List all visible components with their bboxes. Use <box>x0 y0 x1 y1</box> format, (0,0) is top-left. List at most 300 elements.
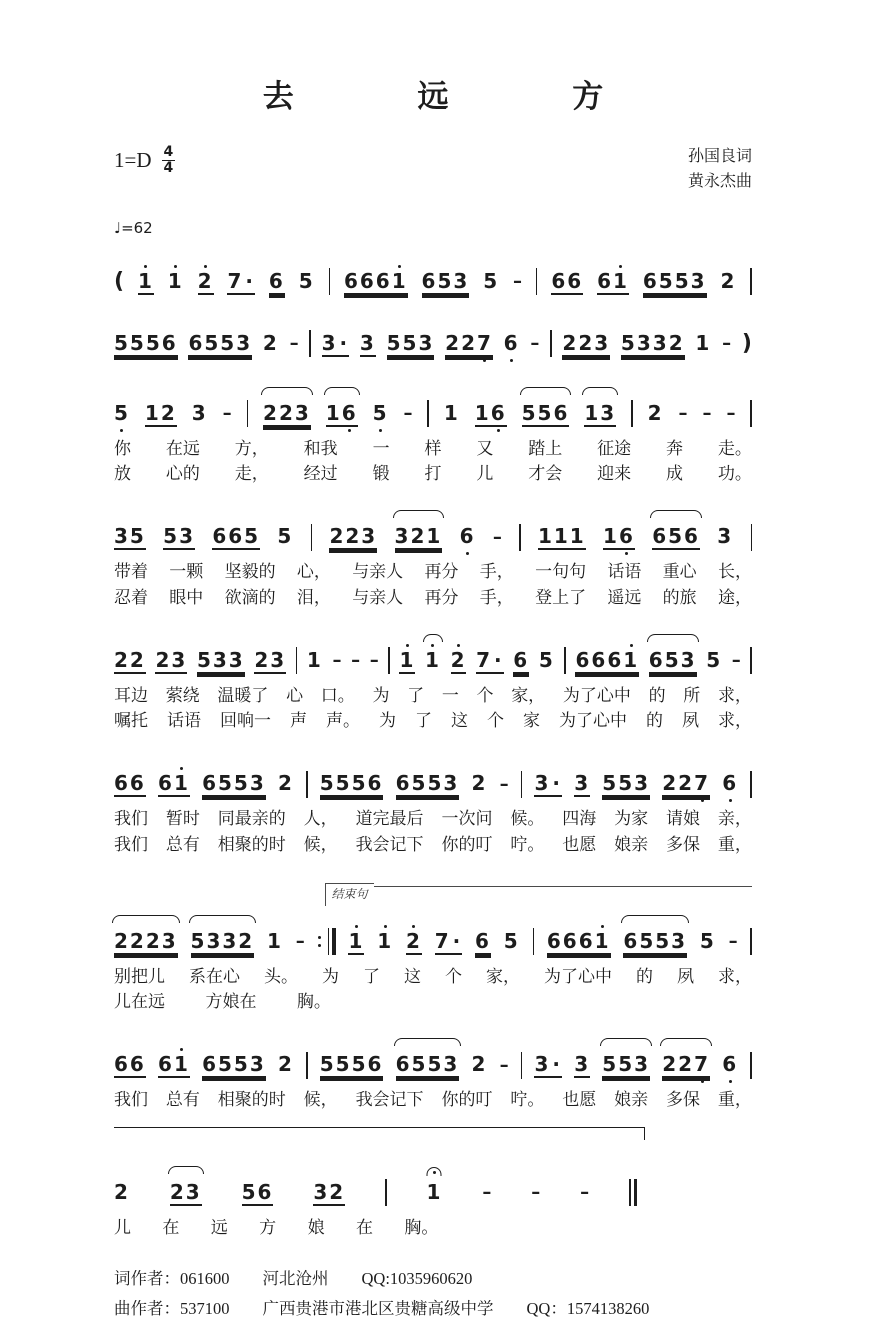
note-token <box>254 646 286 676</box>
duration-dash: – <box>531 1182 541 1204</box>
augmentation-dot: · <box>245 268 255 293</box>
duration-dash: – <box>499 1054 509 1076</box>
note-group <box>534 773 562 795</box>
lyric-word: 方娘在 <box>205 992 257 1012</box>
note-digit: 6 <box>129 771 146 796</box>
note-group <box>343 268 408 293</box>
note-group <box>197 268 214 293</box>
note-digit: 6 <box>684 524 700 549</box>
note-digit: 2 <box>678 771 695 796</box>
note-digit: 1 <box>391 268 408 293</box>
note-digit: 5 <box>298 268 315 293</box>
note-token <box>471 769 487 799</box>
system <box>114 520 752 608</box>
barline <box>564 646 566 676</box>
note-token <box>602 1050 650 1080</box>
lyric-word: 为了心中 <box>544 966 612 986</box>
lyric-word: 相聚的时 <box>217 1090 286 1110</box>
lyric-word: 耳边 <box>114 685 148 705</box>
notation-row <box>114 397 752 431</box>
lyrics-row <box>114 834 752 855</box>
lyric-word: 声 <box>290 711 307 731</box>
note-token <box>387 329 435 359</box>
note-group <box>623 928 688 953</box>
note-token <box>191 927 255 957</box>
system <box>114 397 752 485</box>
lyrics-row <box>114 438 752 459</box>
duration-dash: – <box>369 650 379 672</box>
lyric-word: 胸。 <box>404 1217 439 1237</box>
lyric-word: 道完最后 <box>355 809 424 829</box>
lyric-word: 话语 <box>167 711 201 731</box>
note-digit: 6 <box>202 771 218 796</box>
barline <box>750 769 752 799</box>
note-digit: 3 <box>680 647 697 672</box>
note-digit: 1 <box>553 524 570 549</box>
note-digit: 6 <box>642 268 659 293</box>
slur-arc <box>582 387 618 395</box>
note-digit: 5 <box>427 771 444 796</box>
note-token <box>621 329 685 359</box>
note-digit: 5 <box>639 928 656 953</box>
note-digit: 5 <box>319 771 336 796</box>
note-token <box>202 769 266 799</box>
lyric-word: 娘亲 <box>614 834 649 854</box>
note-group <box>534 1054 562 1076</box>
note-token <box>396 1050 460 1080</box>
note-group <box>521 400 570 425</box>
note-group <box>155 647 188 672</box>
note-token <box>700 927 716 957</box>
note-digit: 6 <box>212 524 229 549</box>
lyric-word: 夙 <box>682 711 699 731</box>
lyric-word: 也愿 <box>562 834 597 854</box>
note-digit: 2 <box>461 330 477 355</box>
note-digit: 6 <box>257 1179 274 1204</box>
note-digit: 2 <box>278 400 295 425</box>
note-token <box>267 927 283 957</box>
lyric-word: 头。 <box>264 966 298 986</box>
lyric-word: 娘亲 <box>614 1090 649 1110</box>
note-digit: 5 <box>129 330 146 355</box>
note-digit: 7 <box>434 928 451 953</box>
note-group <box>263 400 311 425</box>
lyric-word: 家， <box>511 685 546 705</box>
note-group <box>114 400 130 425</box>
lyric-word: 同最亲的 <box>217 809 286 829</box>
note-digit: 5 <box>114 400 130 425</box>
note-group <box>722 1054 738 1076</box>
note-digit: 3 <box>671 928 688 953</box>
lyrics-row <box>114 587 752 608</box>
lyric-word: 成 <box>666 464 684 484</box>
note-digit: 3 <box>534 771 551 796</box>
note-digit: 3 <box>634 771 651 796</box>
note-digit: 2 <box>662 771 679 796</box>
lyric-word: 萦绕 <box>165 685 200 705</box>
note-token <box>377 927 393 957</box>
notation-row <box>114 644 752 678</box>
phrase-paren: ) <box>741 331 752 357</box>
note-token <box>483 267 499 297</box>
duration-dash: – <box>351 650 361 672</box>
note-digit: 3 <box>690 268 707 293</box>
note-digit: 2 <box>155 647 172 672</box>
note-token <box>475 399 507 429</box>
note-group <box>538 647 555 672</box>
note-token <box>114 1178 130 1208</box>
note-digit: 5 <box>217 771 234 796</box>
lyric-word: 手， <box>479 562 514 582</box>
note-group <box>717 526 733 548</box>
composer-credit: 黄永杰曲 <box>687 172 752 190</box>
lyric-word: 泪， <box>296 587 331 607</box>
note-digit: 6 <box>359 268 376 293</box>
note-token <box>396 769 460 799</box>
lyric-word: 在 <box>162 1217 180 1237</box>
note-digit: 6 <box>551 268 568 293</box>
note-digit: 3 <box>228 647 245 672</box>
system <box>114 644 752 732</box>
note-token <box>227 267 255 297</box>
note-digit: 5 <box>618 771 635 796</box>
lyric-word: 为了心中 <box>559 711 627 731</box>
note-token <box>602 769 650 799</box>
note-digit: 2 <box>129 928 146 953</box>
note-digit: 6 <box>546 928 563 953</box>
barline <box>751 522 753 552</box>
note-digit: 1 <box>603 524 619 549</box>
note-group <box>268 268 285 293</box>
lyric-word: 走， <box>234 464 269 484</box>
note-token <box>277 522 293 552</box>
note-digit: 6 <box>475 928 491 953</box>
barline <box>750 399 752 429</box>
note-group <box>329 526 377 548</box>
lyric-word: 胸。 <box>296 992 331 1012</box>
note-token <box>114 769 146 799</box>
barline <box>750 927 752 957</box>
note-digit: 1 <box>443 400 460 425</box>
note-digit: 3 <box>185 1179 202 1204</box>
note-digit: 2 <box>662 1052 679 1077</box>
note-digit: 3 <box>270 647 287 672</box>
final-barline <box>629 1178 637 1208</box>
lyric-word: 奔 <box>666 438 684 458</box>
lyric-word: 我会记下 <box>355 1090 424 1110</box>
note-digit: 6 <box>553 400 570 425</box>
barline <box>385 1178 387 1208</box>
note-digit: 3 <box>574 771 591 796</box>
system <box>114 1048 752 1110</box>
note-group <box>114 1054 146 1076</box>
notation-row <box>114 265 752 299</box>
lyric-word: 一句句 <box>535 562 587 582</box>
lyric-word: 咛。 <box>510 834 545 854</box>
note-digit: 5 <box>217 1052 234 1077</box>
note-group <box>158 1054 190 1076</box>
note-digit: 5 <box>706 647 723 672</box>
note-digit: 1 <box>426 524 443 549</box>
note-digit: 1 <box>399 647 416 672</box>
note-group <box>460 526 476 548</box>
note-group <box>348 928 365 953</box>
note-group <box>426 1179 443 1204</box>
note-digit: 1 <box>267 928 283 953</box>
note-digit: 5 <box>372 400 389 425</box>
duration-dash: – <box>722 333 732 355</box>
note-digit: 5 <box>411 771 428 796</box>
note-group <box>372 400 389 425</box>
lyric-word: 和我 <box>303 438 338 458</box>
note-token <box>320 1050 384 1080</box>
note-digit: 1 <box>584 400 601 425</box>
lyric-word: 欲滴的 <box>224 587 276 607</box>
note-token <box>158 769 190 799</box>
note-digit: 1 <box>325 400 342 425</box>
note-token <box>603 522 635 552</box>
note-token <box>263 399 311 429</box>
lyric-word: 候， <box>303 1090 338 1110</box>
lyric-word: 夙 <box>677 966 694 986</box>
note-token <box>722 769 738 799</box>
note-digit: 6 <box>341 400 358 425</box>
note-digit: 2 <box>405 928 422 953</box>
note-group <box>662 1054 710 1076</box>
notation-row <box>114 1176 637 1210</box>
note-token <box>344 267 408 297</box>
note-group <box>450 647 467 672</box>
lyricist-contact: 词作者：061600 河北沧州 QQ:1035960620 <box>114 1268 473 1288</box>
note-token <box>649 646 697 676</box>
lyric-word: 重， <box>717 834 752 854</box>
note-digit: 1 <box>173 1052 190 1077</box>
note-digit: 5 <box>204 330 221 355</box>
note-group <box>620 330 685 355</box>
note-group <box>475 928 491 953</box>
note-token <box>263 329 279 359</box>
lyric-word: 锻 <box>372 464 390 484</box>
lyric-word: 这 <box>451 711 468 731</box>
note-token <box>460 522 476 552</box>
footer <box>114 1264 752 1325</box>
lyric-word: 了 <box>407 685 425 705</box>
lyric-word: 嘱托 <box>114 711 148 731</box>
note-group <box>169 1179 202 1204</box>
lyric-word: 与亲人 <box>352 587 404 607</box>
note-digit: 3 <box>594 330 611 355</box>
note-group <box>190 928 255 953</box>
lyric-word: 一颗 <box>169 562 204 582</box>
note-group <box>137 268 154 293</box>
lyric-word: 你 <box>114 438 131 458</box>
augmentation-dot: · <box>494 647 504 672</box>
duration-dash: – <box>513 271 523 293</box>
note-token <box>406 927 422 957</box>
note-group <box>114 1179 130 1204</box>
lyric-word: 你的叮 <box>441 834 493 854</box>
note-digit: 5 <box>674 268 691 293</box>
barline <box>750 1050 752 1080</box>
lyric-word: 所 <box>683 685 701 705</box>
note-digit: 5 <box>602 771 619 796</box>
note-token <box>522 399 570 429</box>
note-digit: 5 <box>319 1052 336 1077</box>
lyric-word: 心的 <box>165 464 200 484</box>
note-token <box>695 329 711 359</box>
note-digit: 2 <box>197 268 214 293</box>
note-digit: 6 <box>158 771 174 796</box>
note-digit: 5 <box>503 928 520 953</box>
note-group <box>503 928 520 953</box>
note-group <box>699 928 716 953</box>
note-token <box>326 399 358 429</box>
lyric-word: 踏上 <box>528 438 563 458</box>
slur-arc <box>168 1166 204 1174</box>
note-digit: 5 <box>602 1052 619 1077</box>
note-token <box>444 399 460 429</box>
note-digit: 6 <box>202 1052 218 1077</box>
note-token <box>348 927 364 957</box>
slur-arc <box>394 1038 462 1046</box>
note-digit: 3 <box>294 400 311 425</box>
note-token <box>425 646 441 676</box>
lyric-word: 为 <box>372 685 390 705</box>
duration-dash: – <box>499 773 509 795</box>
note-digit: 1 <box>306 647 323 672</box>
note-token <box>662 769 710 799</box>
note-token <box>539 646 555 676</box>
note-digit: 5 <box>386 330 403 355</box>
note-group <box>662 773 710 795</box>
note-token <box>574 1050 590 1080</box>
lyric-word: 心， <box>296 562 331 582</box>
note-digit: 6 <box>114 1052 130 1077</box>
lyric-word: 长， <box>717 562 752 582</box>
note-group <box>720 268 737 293</box>
note-digit: 3 <box>212 647 229 672</box>
note-token <box>197 646 245 676</box>
lyric-word: 回响一 <box>220 711 271 731</box>
duration-dash: – <box>580 1182 590 1204</box>
note-digit: 2 <box>668 330 685 355</box>
barline <box>306 769 308 799</box>
note-token <box>451 646 467 676</box>
lyric-word: 暂时 <box>165 809 200 829</box>
duration-dash: – <box>289 333 299 355</box>
note-digit: 3 <box>418 330 435 355</box>
notation-row <box>114 327 752 361</box>
note-digit: 5 <box>538 647 555 672</box>
note-group <box>551 268 584 293</box>
time-signature <box>162 145 176 175</box>
lyric-word: 相聚的时 <box>217 834 286 854</box>
note-token <box>168 267 184 297</box>
note-group <box>167 268 184 293</box>
note-token <box>395 522 443 552</box>
note-digit: 2 <box>450 647 467 672</box>
note-token <box>584 399 616 429</box>
note-digit: 6 <box>395 771 412 796</box>
lyric-word: 的 <box>648 685 666 705</box>
lyric-word: 个 <box>487 711 504 731</box>
lyric-word: 你的叮 <box>441 1090 493 1110</box>
lyric-word: 求， <box>718 966 752 986</box>
lyric-word: 坚毅的 <box>224 562 276 582</box>
note-digit: 5 <box>411 1052 428 1077</box>
lyric-word: 为 <box>379 711 396 731</box>
duration-dash: – <box>702 403 712 425</box>
lyric-word: 眼中 <box>169 587 204 607</box>
note-group <box>483 268 500 293</box>
barline <box>521 769 523 799</box>
duration-dash: – <box>482 1182 492 1204</box>
note-group <box>396 773 460 795</box>
lyric-word: 多保 <box>666 834 701 854</box>
lyric-word: 途， <box>717 587 752 607</box>
note-group <box>722 773 738 795</box>
note-digit: 3 <box>636 330 653 355</box>
slur-arc <box>520 387 572 395</box>
note-group <box>706 647 723 672</box>
ending-phrase-label: 结束句 <box>325 883 374 906</box>
meter-denominator: 4 <box>163 159 174 176</box>
note-digit: 6 <box>367 1052 384 1077</box>
note-digit: 6 <box>623 928 640 953</box>
slur-arc <box>600 1038 652 1046</box>
lyric-word: 温暖了 <box>217 685 269 705</box>
note-digit: 6 <box>722 771 739 796</box>
note-digit: 1 <box>426 1182 442 1202</box>
note-digit: 3 <box>321 330 338 355</box>
note-group <box>574 773 590 795</box>
note-digit: 3 <box>600 400 617 425</box>
lyric-word: 再分 <box>424 587 459 607</box>
lyric-word: 我们 <box>114 809 148 829</box>
barline <box>519 522 521 552</box>
note-digit: 6 <box>268 268 285 293</box>
note-token <box>504 329 520 359</box>
note-group <box>212 526 260 548</box>
lyrics-row <box>114 1089 752 1110</box>
lyric-word: 儿 <box>476 464 494 484</box>
note-digit: 1 <box>425 647 441 672</box>
note-token <box>114 927 178 957</box>
barline <box>750 646 752 676</box>
note-digit: 1 <box>537 524 554 549</box>
note-group <box>445 330 493 355</box>
lyric-word: 走。 <box>717 438 752 458</box>
lyric-word: 放 <box>114 464 131 484</box>
barline <box>631 399 633 429</box>
note-group <box>325 400 358 425</box>
note-digit: 3 <box>236 330 253 355</box>
note-digit: 5 <box>437 268 454 293</box>
note-group <box>278 773 294 795</box>
note-token <box>471 1050 487 1080</box>
lyric-word: 系在心 <box>189 966 240 986</box>
meter-numerator: 4 <box>163 144 174 161</box>
barline <box>296 646 298 676</box>
lyric-word: 儿 <box>114 1217 131 1237</box>
augmentation-dot: · <box>552 1052 562 1077</box>
note-digit: 2 <box>129 647 146 672</box>
note-group <box>188 330 253 355</box>
note-token <box>652 522 700 552</box>
lyrics-row <box>114 808 752 829</box>
note-digit: 3 <box>361 524 378 549</box>
note-digit: 6 <box>503 330 520 355</box>
